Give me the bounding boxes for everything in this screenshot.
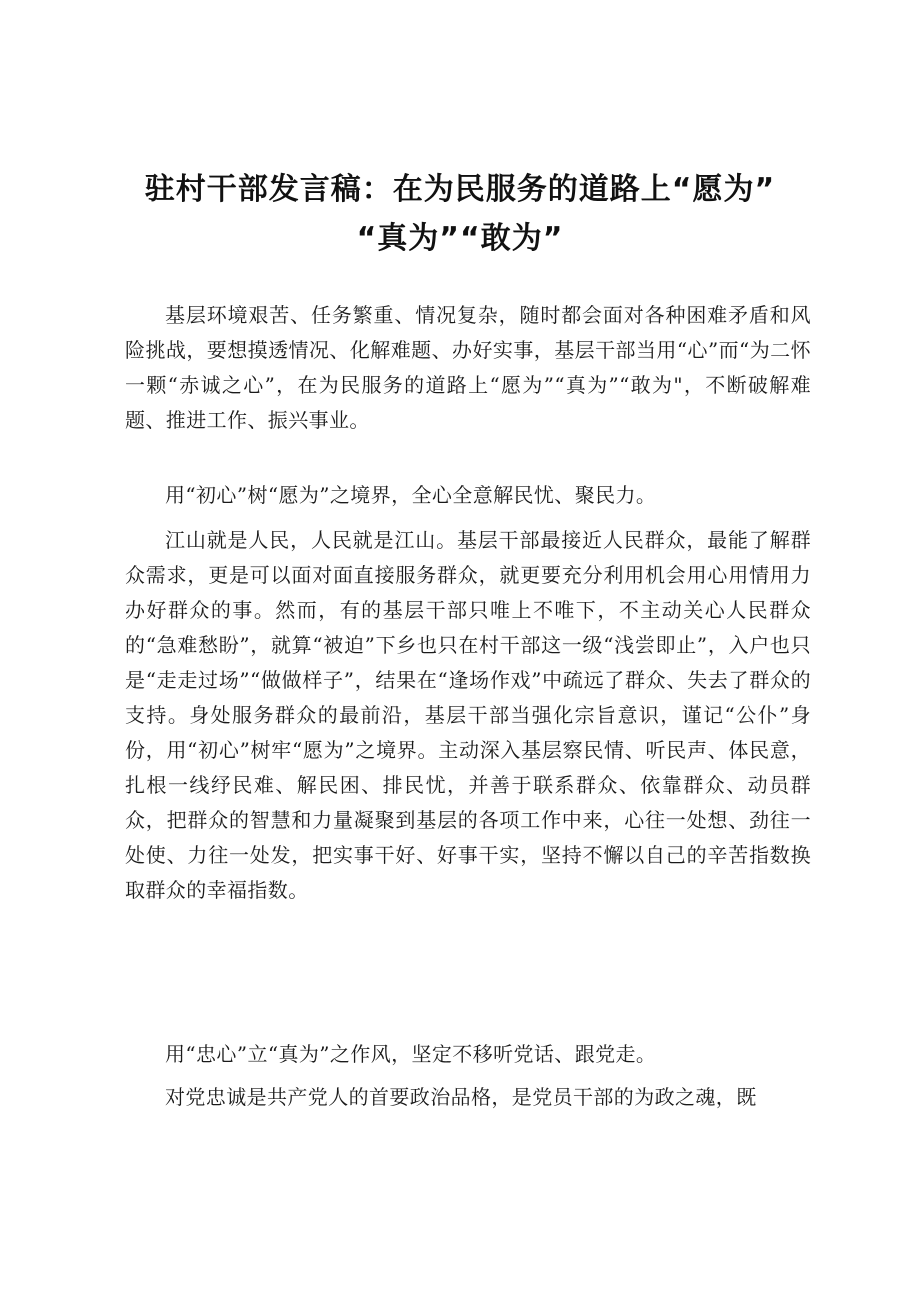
document-title-line-1: 驻村干部发言稿：在为民服务的道路上“愿为”	[144, 172, 776, 207]
paragraph-body-1: 江山就是人民，人民就是江山。基层干部最接近人民群众，最能了解群众需求，更是可以面对面直接服务群众，就更要充分利用机会用心用情用力办好群众的事。然而，有的基层干部只唯上不唯下，不主动关心人民群众的“急难愁盼”，就算“被迫”下乡也只在村干部这一级“浅尝即止”，入户也只是“走走过场”“做做样子”，结果在“逢场作戏”中疏远了群众、失去了群众的支持。身处服务群众的最前沿，基层干部当强化宗旨意识，谨记“公仆”身份，用“初心”树牢“愿为”之境界。主动深入基层察民情、听民声、体民意，扎根一线纾民难、解民困、排民忧，并善于联系群众、依靠群众、动员群众，把群众的智慧和力量凝聚到基层的各项工作中来，心往一处想、劲往一处使、力往一处发，把实事干好、好事干实，坚持不懈以自己的辛苦指数换取群众的幸福指数。	[125, 528, 811, 902]
paragraph-body-2: 对党忠诚是共产党人的首要政治品格，是党员干部的为政之魂，既	[165, 1085, 757, 1109]
paragraph-heading-1: 用“初心”树“愿为”之境界，全心全意解民忧、聚民力。	[165, 483, 657, 507]
paragraph-intro: 基层环境艰苦、任务繁重、情况复杂，随时都会面对各种困难矛盾和风险挑战，要想摸透情况、化解难题、办好实事，基层干部当用“心”而“为二怀一颗“赤诚之心”，在为民服务的道路上“愿为”“真为”“敢为"，不断破解难题、推进工作、振兴事业。	[125, 303, 811, 432]
paragraph-heading-2: 用“忠心”立“真为”之作风，坚定不移听党话、跟党走。	[165, 1042, 657, 1066]
document-title-line-2: “真为”“敢为”	[356, 221, 564, 256]
